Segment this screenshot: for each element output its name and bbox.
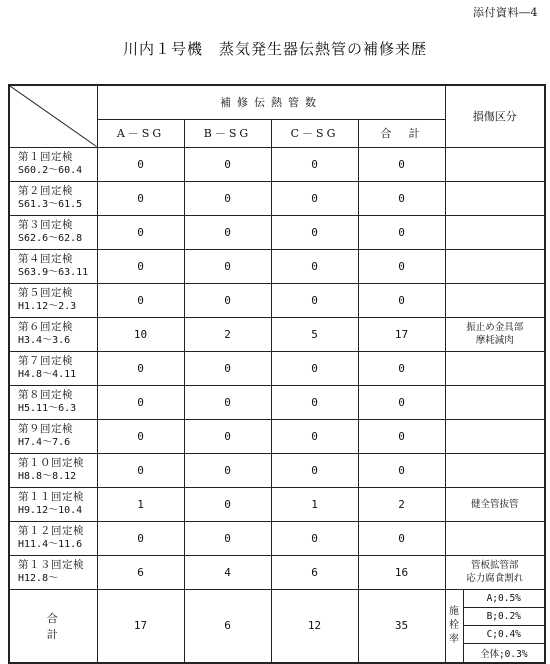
inspection-name: 第１回定検	[18, 151, 73, 163]
damage-category-cell	[445, 181, 545, 215]
inspection-label-cell	[9, 181, 97, 215]
tube-count-a-sg: 0	[97, 453, 184, 487]
tube-count-total: 0	[358, 419, 445, 453]
inspection-period: S61.3～61.5	[18, 199, 83, 210]
inspection-name: 第６回定検	[18, 321, 73, 333]
inspection-period: H5.11～6.3	[18, 403, 77, 414]
tube-count-c-sg: 0	[271, 283, 358, 317]
tube-count-b-sg: 0	[184, 351, 271, 385]
tube-count-c-sg: 5	[271, 317, 358, 351]
damage-category-cell	[445, 317, 545, 351]
inspection-row	[9, 351, 545, 385]
inspection-period: H7.4～7.6	[18, 437, 71, 448]
inspection-label-cell	[9, 385, 97, 419]
repair-history-table-container	[8, 84, 544, 660]
tube-count-c-sg: 6	[271, 555, 358, 589]
inspection-row	[9, 385, 545, 419]
damage-category-cell	[445, 249, 545, 283]
tube-count-total: 17	[358, 317, 445, 351]
tube-count-total: 0	[358, 181, 445, 215]
damage-category-cell	[445, 453, 545, 487]
inspection-name: 第１２回定検	[18, 525, 84, 537]
tube-count-a-sg: 0	[97, 351, 184, 385]
inspection-period: H1.12～2.3	[18, 301, 77, 312]
inspection-row	[9, 555, 545, 589]
inspection-name: 第４回定検	[18, 253, 73, 265]
inspection-name: 第１３回定検	[18, 559, 84, 571]
inspection-period: H4.8～4.11	[18, 369, 77, 380]
inspection-row	[9, 419, 545, 453]
inspection-period: S63.9～63.11	[18, 267, 89, 278]
tube-count-b-sg: 0	[184, 521, 271, 555]
tube-count-total: 0	[358, 147, 445, 181]
inspection-row	[9, 453, 545, 487]
total-c-sg: 12	[271, 589, 358, 663]
tube-count-c-sg: 0	[271, 351, 358, 385]
damage-category-text: 管板拡管部	[470, 560, 519, 571]
inspection-label-cell	[9, 419, 97, 453]
inspection-name: 第７回定検	[18, 355, 73, 367]
inspection-label-cell	[9, 249, 97, 283]
attachment-label: 添付資料―4	[473, 6, 538, 19]
inspection-name: 第５回定検	[18, 287, 73, 299]
tube-count-a-sg: 0	[97, 385, 184, 419]
inspection-period: H9.12～10.4	[18, 505, 83, 516]
column-header-total: 合 計	[358, 119, 445, 147]
column-header-c-sg: C－SG	[271, 119, 358, 147]
damage-category-cell	[445, 147, 545, 181]
column-header-a-sg: A－SG	[97, 119, 184, 147]
plugging-rate-overall: 全体;0.3%	[479, 648, 528, 660]
inspection-label-cell	[9, 487, 97, 521]
tube-count-total: 0	[358, 351, 445, 385]
tube-count-c-sg: 0	[271, 215, 358, 249]
damage-category-cell	[445, 555, 545, 589]
tube-count-a-sg: 0	[97, 147, 184, 181]
inspection-period: H8.8～8.12	[18, 471, 77, 482]
damage-category-text: 摩耗減肉	[475, 335, 514, 346]
plugging-rate-b: B;0.2%	[464, 608, 545, 626]
damage-category-cell	[445, 419, 545, 453]
tube-count-a-sg: 1	[97, 487, 184, 521]
damage-category-cell	[445, 351, 545, 385]
plugging-rate-char: 率	[449, 633, 459, 645]
inspection-name: 第９回定検	[18, 423, 73, 435]
tube-count-total: 0	[358, 283, 445, 317]
inspection-label-cell	[9, 351, 97, 385]
tube-count-b-sg: 0	[184, 453, 271, 487]
tube-count-b-sg: 4	[184, 555, 271, 589]
inspection-label-cell	[9, 317, 97, 351]
corner-diagonal-cell	[9, 85, 97, 147]
inspection-name: 第２回定検	[18, 185, 73, 197]
tube-count-total: 2	[358, 487, 445, 521]
tube-count-total: 0	[358, 385, 445, 419]
inspection-period: H11.4～11.6	[18, 539, 83, 550]
tube-count-b-sg: 2	[184, 317, 271, 351]
tube-count-c-sg: 1	[271, 487, 358, 521]
tube-count-b-sg: 0	[184, 385, 271, 419]
inspection-period: S60.2～60.4	[18, 165, 83, 176]
inspection-label-cell	[9, 283, 97, 317]
plugging-rate-cell	[445, 589, 545, 663]
tube-count-b-sg: 0	[184, 181, 271, 215]
inspection-name: 第１０回定検	[18, 457, 84, 469]
plugging-rate-label	[446, 590, 464, 663]
damage-category-cell	[445, 215, 545, 249]
damage-category-cell	[445, 385, 545, 419]
tube-count-b-sg: 0	[184, 419, 271, 453]
damage-category-cell	[445, 487, 545, 521]
total-row-label: 合 計	[9, 589, 97, 663]
plugging-rate-a: A;0.5%	[464, 590, 545, 608]
total-all: 35	[358, 589, 445, 663]
tube-count-c-sg: 0	[271, 521, 358, 555]
tube-count-b-sg: 0	[184, 249, 271, 283]
inspection-label-cell	[9, 147, 97, 181]
tube-count-c-sg: 0	[271, 181, 358, 215]
tube-count-b-sg: 0	[184, 487, 271, 521]
tube-count-a-sg: 6	[97, 555, 184, 589]
inspection-row	[9, 181, 545, 215]
damage-category-text: 健全管抜管	[470, 498, 519, 510]
inspection-row	[9, 215, 545, 249]
inspection-name: 第８回定検	[18, 389, 73, 401]
tube-count-c-sg: 0	[271, 385, 358, 419]
tube-count-total: 16	[358, 555, 445, 589]
tube-count-a-sg: 10	[97, 317, 184, 351]
damage-category-text: 応力腐食割れ	[466, 573, 524, 584]
tube-count-a-sg: 0	[97, 249, 184, 283]
tube-count-a-sg: 0	[97, 181, 184, 215]
document-title: 川内１号機 蒸気発生器伝熱管の補修来歴	[122, 40, 427, 58]
inspection-period: H3.4～3.6	[18, 335, 71, 346]
tube-count-c-sg: 0	[271, 147, 358, 181]
damage-category-header: 損傷区分	[445, 85, 545, 147]
damage-category-cell	[445, 283, 545, 317]
tube-count-c-sg: 0	[271, 249, 358, 283]
inspection-row	[9, 521, 545, 555]
plugging-rate-c: C;0.4%	[464, 626, 545, 644]
inspection-period: S62.6～62.8	[18, 233, 83, 244]
inspection-row	[9, 147, 545, 181]
inspection-period: H12.8～	[18, 573, 59, 584]
repaired-tubes-header: 補修伝熱管数	[97, 85, 445, 119]
tube-count-a-sg: 0	[97, 419, 184, 453]
tube-count-b-sg: 0	[184, 215, 271, 249]
repair-history-table	[8, 84, 546, 664]
inspection-row	[9, 249, 545, 283]
inspection-label-cell	[9, 215, 97, 249]
tube-count-a-sg: 0	[97, 283, 184, 317]
tube-count-c-sg: 0	[271, 419, 358, 453]
column-header-b-sg: B－SG	[184, 119, 271, 147]
inspection-name: 第１１回定検	[18, 491, 84, 503]
inspection-row	[9, 317, 545, 351]
plugging-rate-char: 栓	[449, 619, 459, 631]
tube-count-b-sg: 0	[184, 147, 271, 181]
damage-category-text: 振止め金具部	[466, 322, 524, 333]
inspection-label-cell	[9, 453, 97, 487]
tube-count-total: 0	[358, 521, 445, 555]
damage-category-cell	[445, 521, 545, 555]
tube-count-total: 0	[358, 215, 445, 249]
tube-count-a-sg: 0	[97, 521, 184, 555]
inspection-name: 第３回定検	[18, 219, 73, 231]
tube-count-c-sg: 0	[271, 453, 358, 487]
total-a-sg: 17	[97, 589, 184, 663]
inspection-row	[9, 283, 545, 317]
tube-count-total: 0	[358, 249, 445, 283]
plugging-rate-char: 施	[449, 605, 459, 617]
inspection-label-cell	[9, 521, 97, 555]
inspection-label-cell	[9, 555, 97, 589]
total-b-sg: 6	[184, 589, 271, 663]
tube-count-total: 0	[358, 453, 445, 487]
inspection-row	[9, 487, 545, 521]
tube-count-a-sg: 0	[97, 215, 184, 249]
tube-count-b-sg: 0	[184, 283, 271, 317]
